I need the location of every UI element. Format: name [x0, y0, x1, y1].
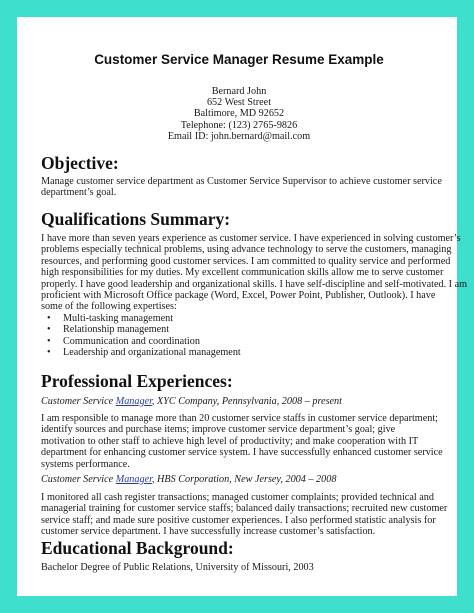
job-role-suffix: , XYC Company, Pennsylvania, 2008 – present	[151, 396, 342, 407]
objective-text	[41, 176, 461, 199]
job-role-suffix: , HBS Corporation, New Jersey, 2004 – 2008	[151, 474, 337, 485]
resume-title: Customer Service Manager Resume Example	[94, 52, 384, 67]
contact-phone: Telephone: (123) 2765-9826	[180, 119, 298, 131]
qualifications-line: I have more than seven years experience as customer service. I have experienced in solving customer’s	[41, 233, 461, 244]
job-line: motivation to other staff to achieve high level of productivity; and make cooperation with IT	[41, 435, 419, 447]
job-line: department for enhancing customer service system. I have successfully enhanced customer service	[41, 447, 443, 459]
qualifications-heading: Qualifications Summary:	[41, 209, 231, 229]
job-title	[41, 396, 342, 407]
experience-heading: Professional Experiences:	[41, 371, 233, 391]
contact-block	[19, 86, 459, 142]
job-line: customer service department. I have successfully increase customer’s satisfaction.	[41, 526, 376, 538]
expertise-list	[47, 313, 241, 359]
job-description	[41, 413, 461, 470]
contact-name: Bernard John	[211, 86, 267, 97]
qualifications-line: resources, and performing good customer services. I am committed to quality service and performed	[41, 255, 451, 267]
education-heading: Educational Background:	[41, 538, 234, 558]
contact-city: Baltimore, MD 92652	[193, 108, 285, 120]
list-item: • Communication and coordination	[47, 336, 241, 347]
objective-line: department’s goal.	[41, 187, 117, 199]
job-line: I am responsible to manage more than 20 customer service staffs in customer service department;	[41, 413, 438, 424]
education-text	[41, 562, 461, 573]
qualifications-line: some of the following expertises:	[41, 301, 177, 313]
qualifications-text	[41, 233, 468, 313]
list-item: • Relationship management	[47, 324, 241, 335]
contact-email: Email ID: john.bernard@mail.com	[167, 130, 311, 142]
objective-heading: Objective:	[41, 153, 119, 173]
qualifications-line: high responsibilities for my duties. My excellent communication skills allow me to serve customer	[41, 267, 444, 279]
qualifications-line: problems especially technical problems, using advance technology to serve the customers, managing	[41, 244, 452, 256]
contact-street: 652 West Street	[206, 97, 272, 109]
job-line: identify sources and purchase items; improve customer service department’s goal; give	[41, 424, 396, 436]
job-line: service staff; and made sure positive customer experiences. I also performed statistic analysis for	[41, 514, 436, 526]
manager-link[interactable]: Manager	[115, 396, 152, 407]
list-item: • Multi-tasking management	[47, 313, 241, 324]
list-item: • Leadership and organizational management	[47, 347, 241, 358]
job-role-prefix: Customer Service	[41, 396, 116, 407]
manager-link[interactable]: Manager	[115, 474, 152, 485]
job-line: systems performance.	[41, 458, 130, 470]
job-title	[41, 474, 336, 485]
qualifications-line: properly. I have good leadership and organizational skills. I have self-discipline and self-motivated. I am	[41, 278, 468, 290]
job-line: I monitored all cash register transactions; managed customer complaints; provided technical and	[41, 492, 434, 503]
qualifications-line: proficient with Microsoft Office package (Word, Excel, Power Point, Publisher, Outlook). I have	[41, 290, 436, 302]
objective-line: Manage customer service department as Customer Service Supervisor to achieve customer service	[41, 176, 442, 187]
job-line: managerial training for customer service staffs; balanced daily transactions; recruited new customer	[41, 503, 448, 515]
job-role-prefix: Customer Service	[41, 474, 116, 485]
education-line: Bachelor Degree of Public Relations, University of Missouri, 2003	[41, 562, 314, 573]
job-description	[41, 492, 461, 538]
resume-document	[19, 18, 468, 595]
